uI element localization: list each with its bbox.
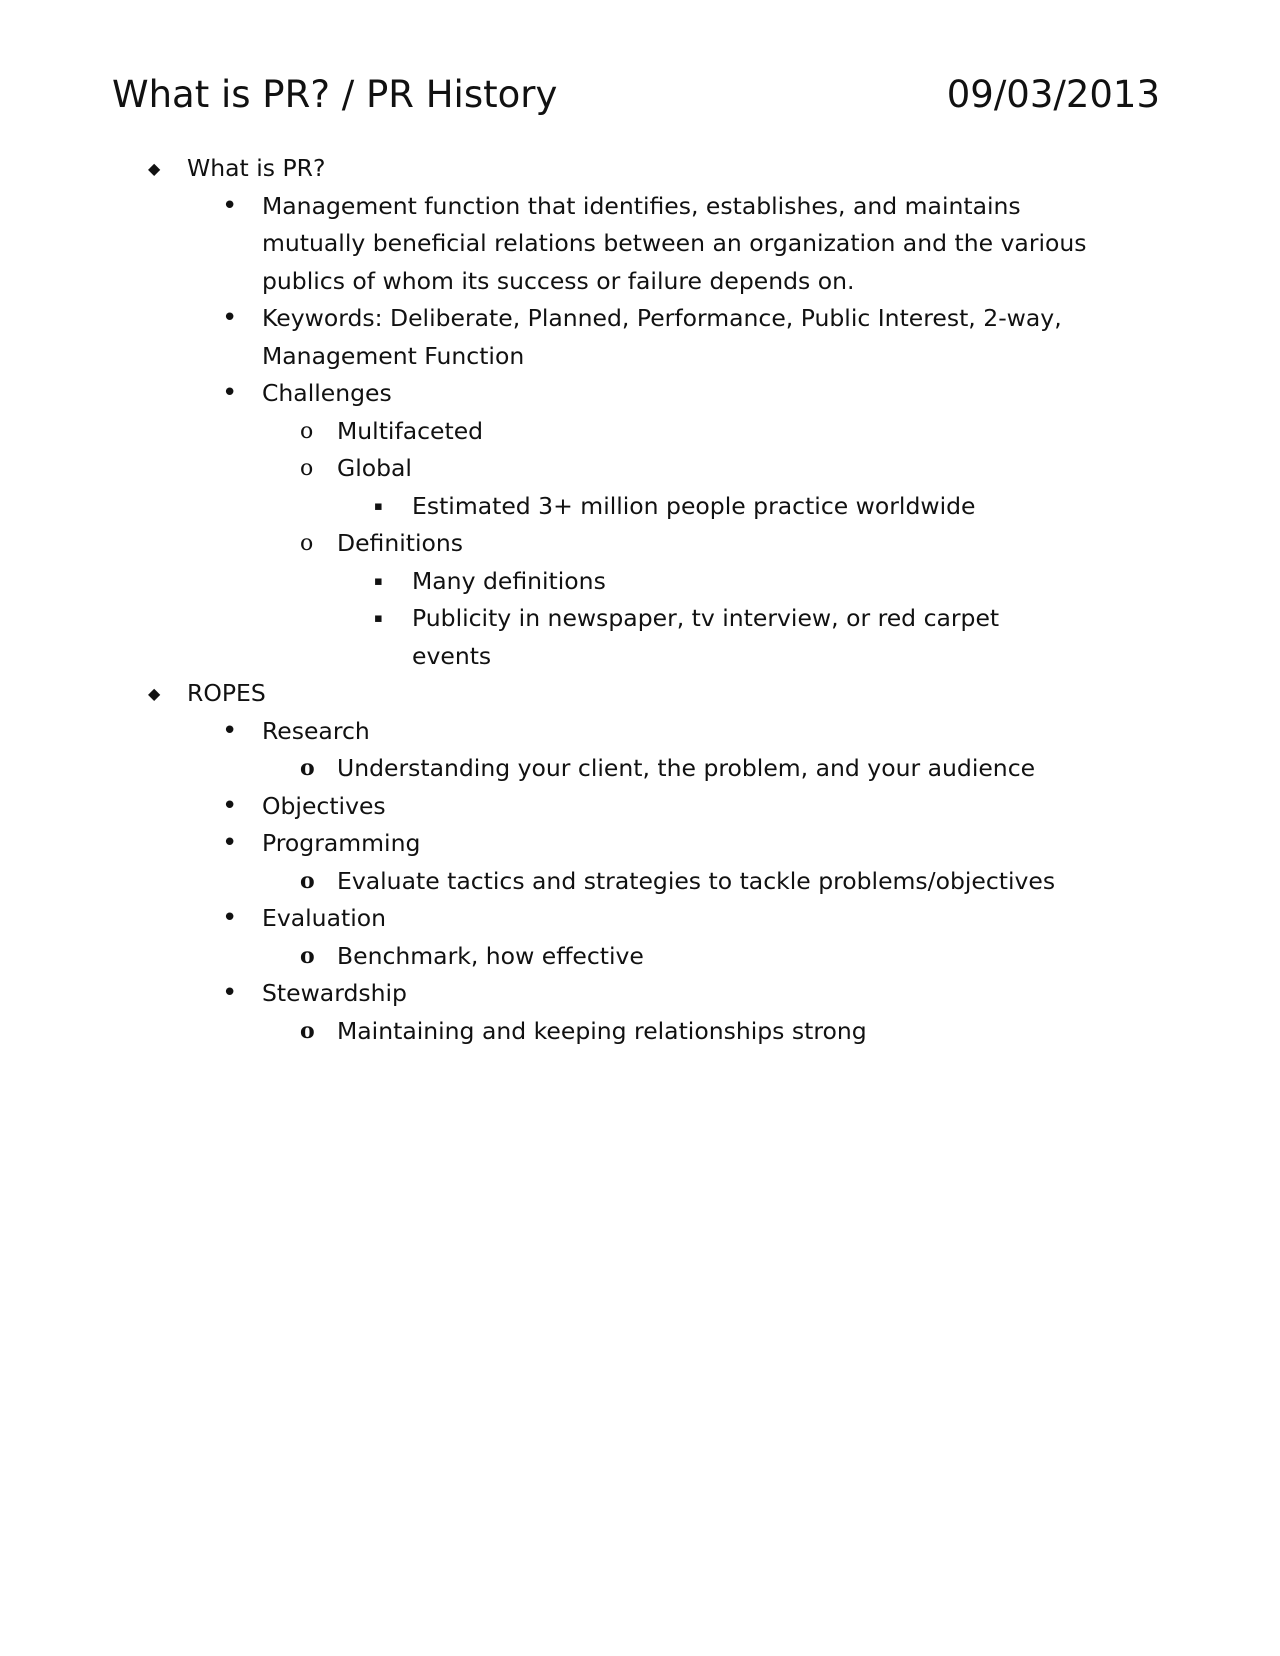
circle-bullet-icon: o: [300, 531, 314, 556]
programming-detail: Evaluate tactics and strategies to tackle problems/objectives: [337, 866, 1056, 895]
challenges-heading: Challenges: [262, 379, 392, 407]
page-date: 09/03/2013: [946, 73, 1160, 116]
dot-bullet-icon: •: [222, 790, 238, 821]
list-item: [0, 450, 1280, 488]
circle-bullet-icon: o: [300, 418, 314, 444]
list-item: [0, 150, 1280, 188]
section-heading-ropes: ROPES: [187, 679, 266, 707]
square-bullet-icon: ▪: [374, 573, 383, 589]
keywords-text: Keywords: Deliberate, Planned, Performance, Public Interest, 2-way, Management Function: [262, 304, 1062, 370]
list-item: [0, 488, 1280, 526]
notes-outline: [0, 150, 1280, 1050]
square-bullet-icon: ▪: [374, 498, 383, 514]
diamond-bullet-icon: ◆: [148, 159, 161, 178]
list-item: [0, 525, 1280, 563]
list-item: [0, 300, 1280, 375]
global-estimate-text: Estimated 3+ million people practice worldwide: [412, 491, 976, 520]
ropes-programming: Programming: [262, 829, 421, 857]
evaluation-detail: Benchmark, how effective: [337, 941, 644, 970]
circle-bullet-icon: o: [300, 942, 315, 969]
dot-bullet-icon: •: [222, 903, 238, 933]
list-item: [0, 375, 1280, 413]
list-item: [0, 563, 1280, 601]
research-detail: Understanding your client, the problem, and your audience: [337, 754, 1036, 782]
dot-bullet-icon: •: [222, 190, 238, 221]
page-title: What is PR? / PR History: [112, 73, 558, 116]
list-item: [0, 825, 1280, 863]
dot-bullet-icon: •: [222, 303, 238, 333]
circle-bullet-icon: o: [300, 456, 314, 481]
dot-bullet-icon: •: [222, 828, 238, 858]
list-item: [0, 188, 1280, 301]
dot-bullet-icon: •: [222, 715, 238, 746]
challenge-multifaceted: Multifaceted: [337, 416, 484, 445]
challenge-global: Global: [337, 454, 412, 482]
dot-bullet-icon: •: [222, 978, 238, 1008]
challenge-definitions: Definitions: [337, 529, 464, 557]
list-item: [0, 900, 1280, 938]
circle-bullet-icon: o: [300, 1017, 315, 1044]
section-heading-what-is-pr: What is PR?: [187, 154, 326, 182]
publicity-text: Publicity in newspaper, tv interview, or red carpet events: [412, 604, 1000, 670]
circle-bullet-icon: o: [300, 867, 315, 894]
list-item: [0, 750, 1280, 788]
document-header: [112, 70, 1160, 120]
stewardship-detail: Maintaining and keeping relationships strong: [337, 1016, 867, 1045]
list-item: [0, 975, 1280, 1013]
list-item: [0, 938, 1280, 976]
ropes-objectives: Objectives: [262, 791, 386, 820]
list-item: [0, 600, 1280, 675]
pr-definition-text: Management function that identifies, establishes, and maintains mutually beneficial relations between an organization and the various publics of whom its success or failure depends on.: [262, 191, 1087, 295]
list-item: [0, 788, 1280, 826]
list-item: [0, 713, 1280, 751]
list-item: [0, 1013, 1280, 1051]
ropes-stewardship: Stewardship: [262, 979, 407, 1007]
dot-bullet-icon: •: [222, 378, 238, 408]
circle-bullet-icon: o: [300, 755, 315, 781]
list-item: [0, 413, 1280, 451]
many-definitions-text: Many definitions: [412, 566, 606, 595]
list-item: [0, 675, 1280, 713]
ropes-research: Research: [262, 716, 370, 745]
ropes-evaluation: Evaluation: [262, 904, 386, 932]
list-item: [0, 863, 1280, 901]
square-bullet-icon: ▪: [374, 611, 383, 626]
diamond-bullet-icon: ◆: [148, 684, 161, 703]
